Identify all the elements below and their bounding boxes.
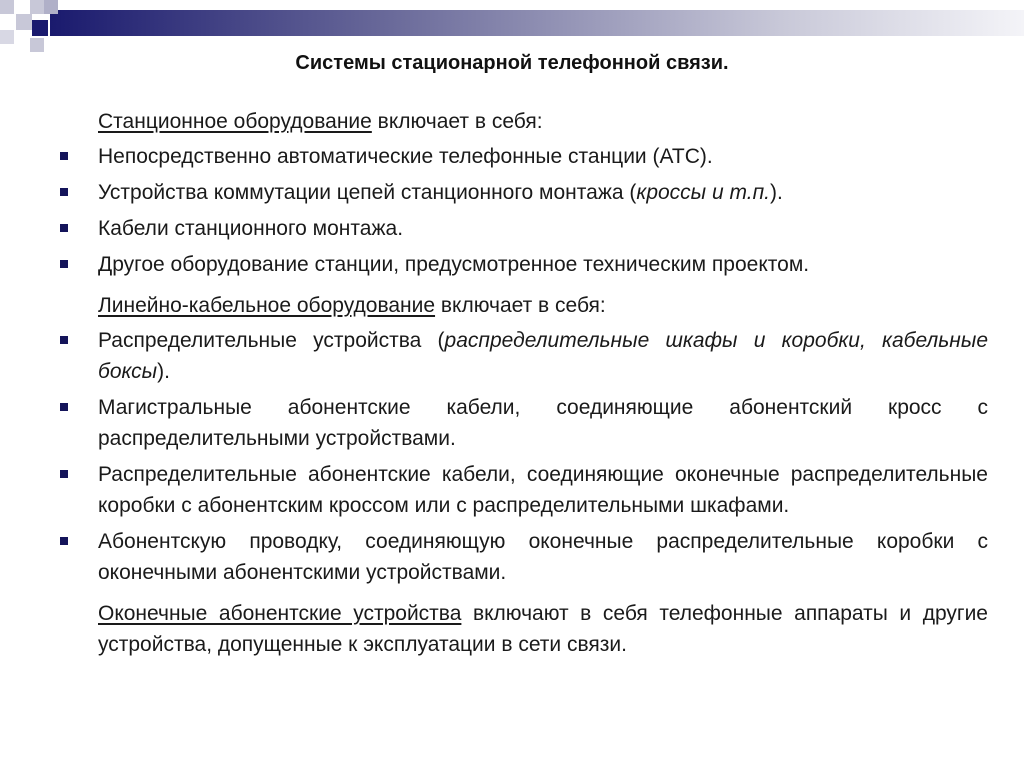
closing-paragraph [60,598,988,660]
list-item-text-after: ). [769,181,783,204]
section1-list [60,141,988,280]
bullet-square-icon [60,260,68,268]
list-item [60,177,988,208]
section1-heading [60,106,988,137]
list-item-text: Магистральные абонентские кабели, соединяющие абонентский кросс с распределительными устройствами. [98,396,988,450]
section2-heading-rest: включает в себя: [435,294,606,317]
list-item-italic: распределительные шкафы и коробки, кабельные боксы [98,329,988,383]
list-item [60,325,988,387]
closing-rest: включают в себя телефонные аппараты и другие устройства, допущенные к эксплуатации в сети связи. [98,602,988,656]
list-item [60,249,988,280]
section1-heading-underlined: Станционное оборудование [98,110,372,133]
header-decoration [0,0,1024,60]
slide-body [60,106,988,664]
bullet-square-icon [60,470,68,478]
list-item [60,459,988,521]
list-item [60,213,988,244]
list-item-italic: кроссы и т.п. [636,181,770,204]
bullet-square-icon [60,152,68,160]
list-item-text: Другое оборудование станции, предусмотренное техническим проектом. [98,253,810,276]
section1-heading-rest: включает в себя: [371,110,543,133]
bullet-square-icon [60,336,68,344]
list-item-text: Устройства коммутации цепей станционного монтажа ( [98,181,637,204]
list-item-text-after: ). [157,360,170,383]
bullet-square-icon [60,188,68,196]
list-item-text: Абонентскую проводку, соединяющую оконечные распределительные коробки с оконечными абонентскими устройствами. [98,530,988,584]
section2-list [60,325,988,588]
section2-heading-underlined: Линейно-кабельное оборудование [98,294,436,317]
list-item-text: Непосредственно автоматические телефонные станции (АТС). [98,145,713,168]
list-item-text: Распределительные устройства ( [98,329,445,352]
section2-heading [60,290,988,321]
closing-underlined: Оконечные абонентские устройства [98,602,462,625]
bullet-square-icon [60,537,68,545]
list-item-text: Распределительные абонентские кабели, соединяющие оконечные распределительные коробки с абонентским кроссом или с распределительными шкафами. [98,463,988,517]
list-item [60,392,988,454]
bullet-square-icon [60,224,68,232]
list-item-text: Кабели станционного монтажа. [98,217,404,240]
list-item [60,141,988,172]
slide-title: Системы стационарной телефонной связи. [295,52,729,74]
bullet-square-icon [60,403,68,411]
list-item [60,526,988,588]
